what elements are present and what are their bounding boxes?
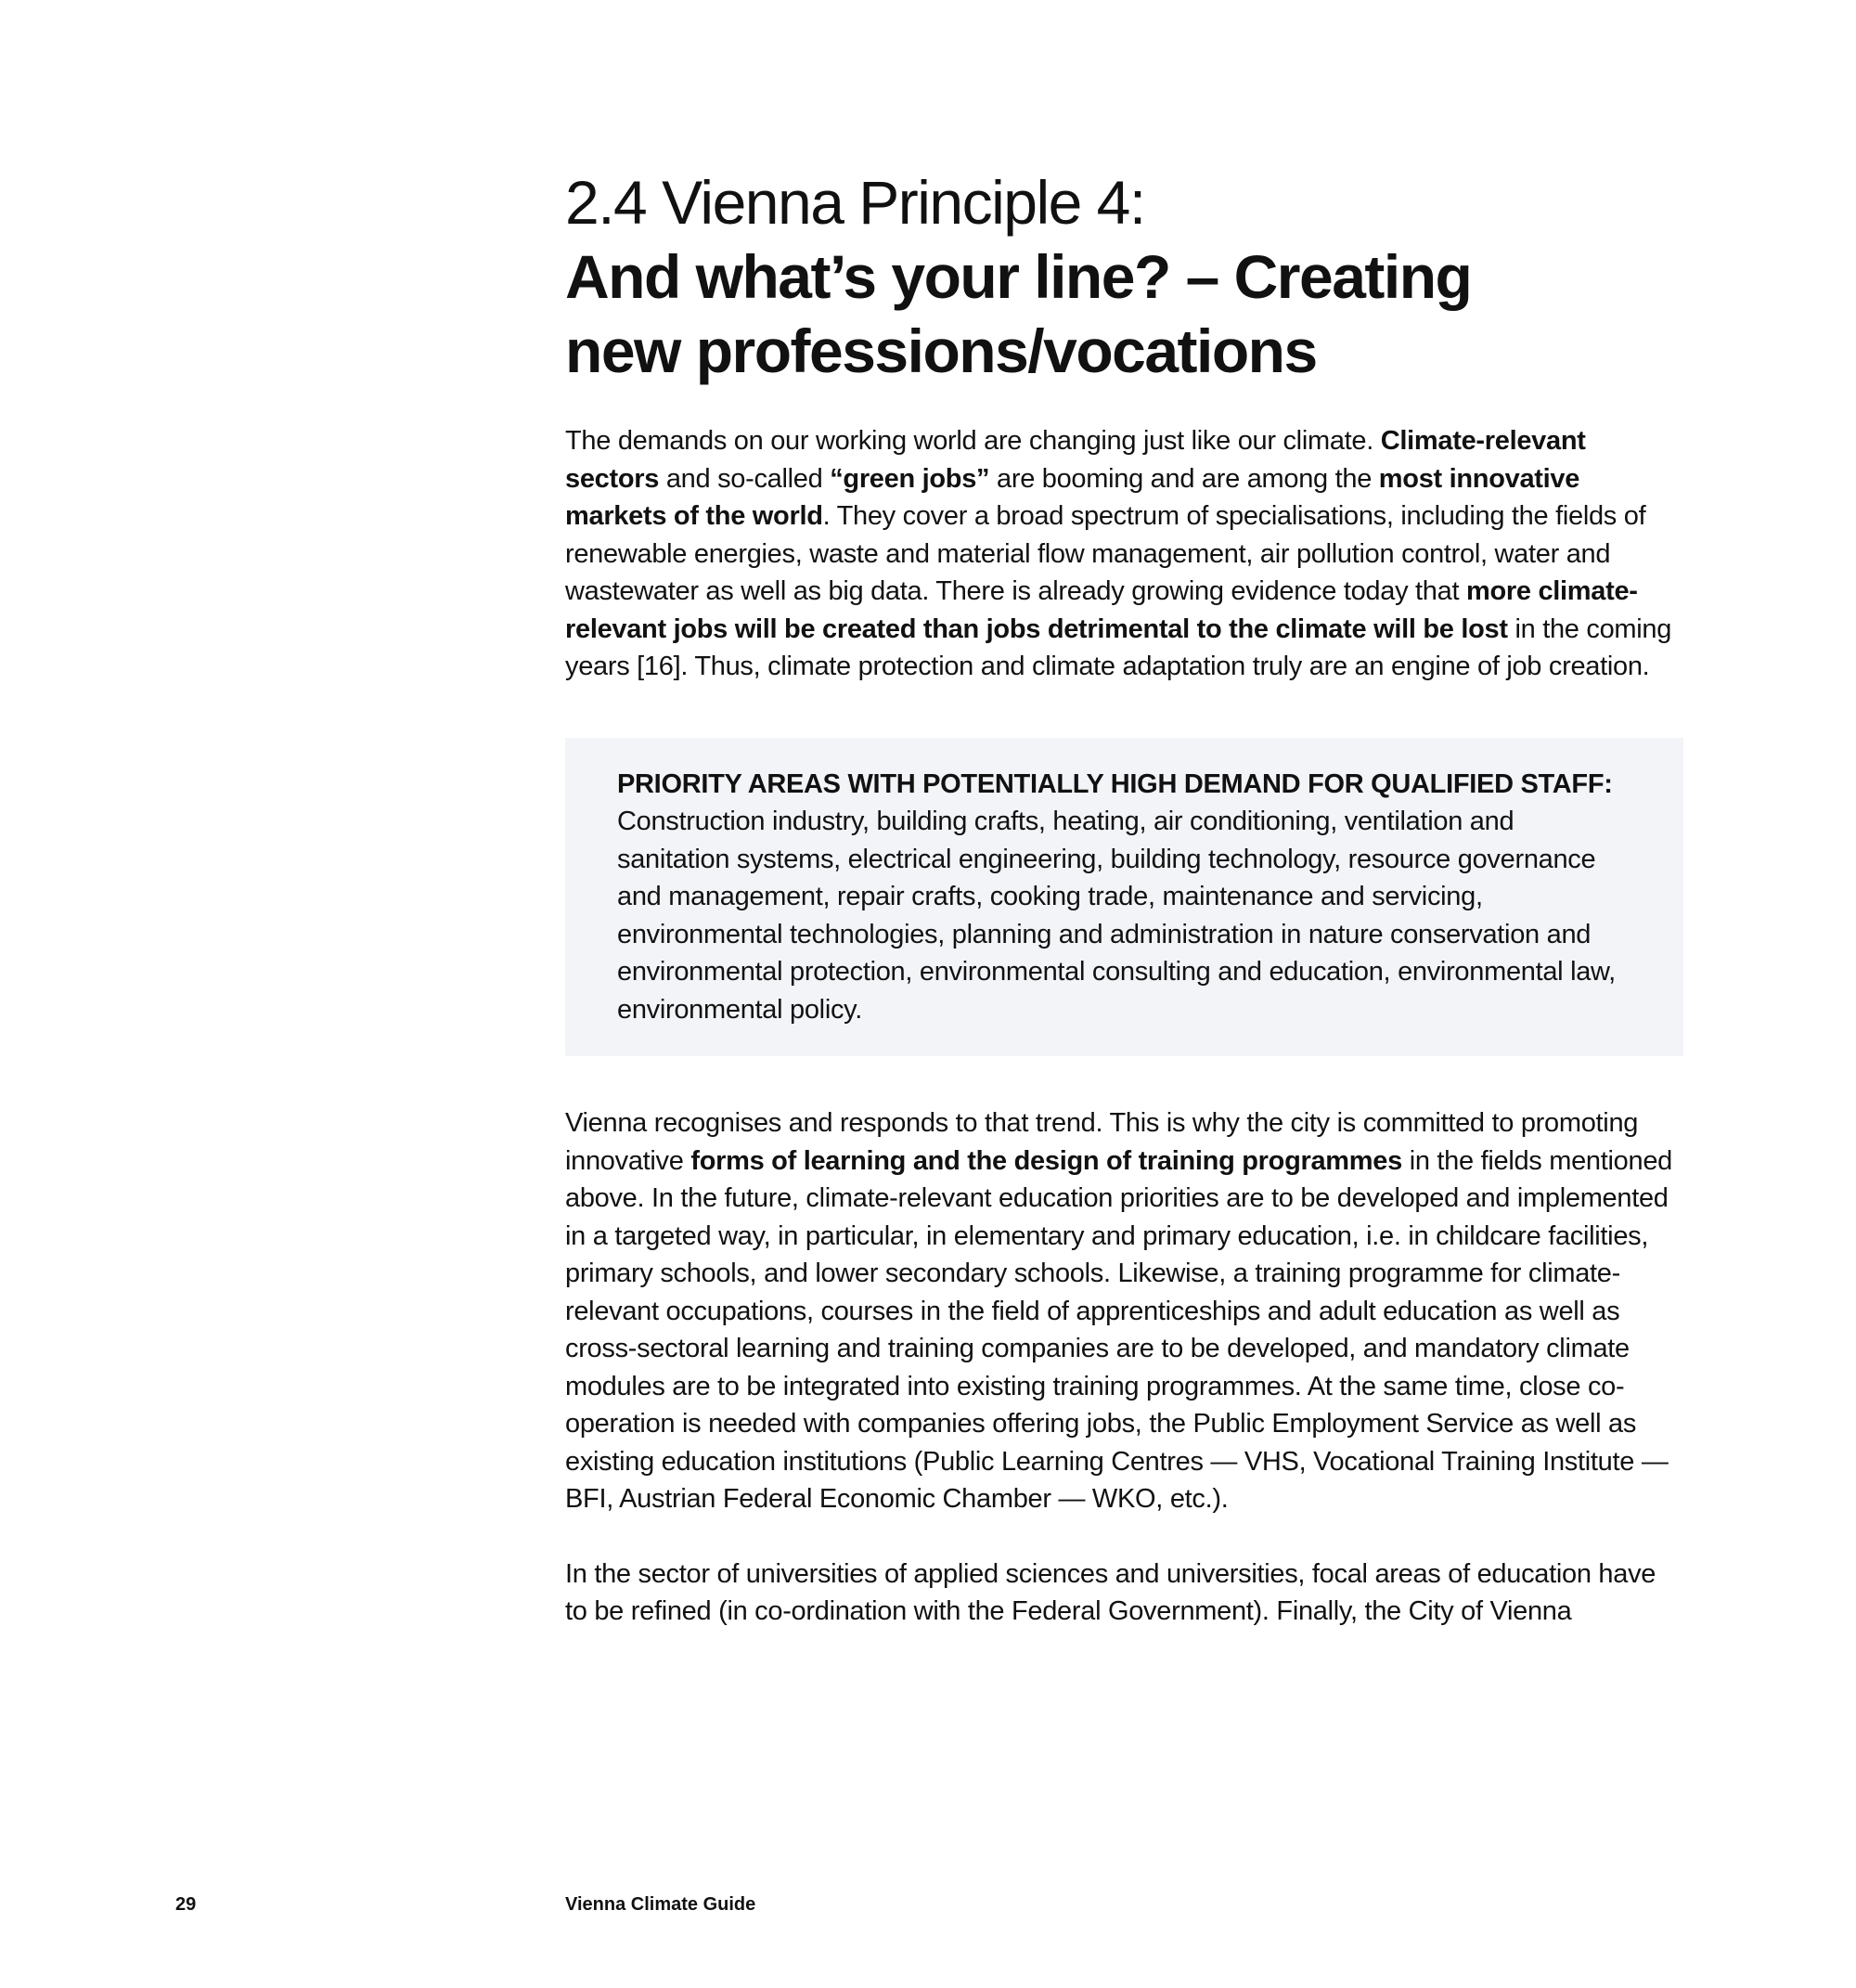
text-run: in the coming years [16]. Thus, climate protection and climate adaptation truly are an engine of job creation. — [565, 613, 1672, 681]
page-content — [565, 165, 1683, 1631]
text-run: Vienna recognises and responds to that trend. This is why the city is committed to promoting innovative — [565, 1108, 1639, 1176]
section-title-line-1: And what’s your line? – Creating — [565, 242, 1472, 311]
intro-paragraph — [565, 422, 1683, 686]
priority-areas-title: PRIORITY AREAS WITH POTENTIALLY HIGH DEMAND FOR QUALIFIED STAFF: — [617, 768, 1613, 799]
text-run: and so-called — [659, 463, 831, 494]
priority-areas-text: Construction industry, building crafts, heating, air conditioning, ventilation and sanitation systems, electrical engineering, building technology, resource governance and management, repair crafts, cooking trade, maintenance and servicing, environmental technologies, planning and administration in nature conservation and environmental protection, environmental consulting and education, environmental law, environmental policy. — [617, 807, 1616, 1025]
text-run: The demands on our working world are changing just like our climate. — [565, 426, 1381, 456]
page-number: 29 — [175, 1894, 197, 1915]
bold-run: forms of learning and the design of training programmes — [690, 1145, 1402, 1176]
bold-run: most innovative markets of the world — [565, 463, 1580, 531]
priority-areas-box — [565, 738, 1683, 1057]
bold-run: “green jobs” — [830, 463, 990, 494]
text-run: are booming and are among the — [989, 463, 1379, 494]
text-run: in the fields mentioned above. In the future, climate-relevant education priorities are to be developed and implemented in a targeted way, in particular, in elementary and primary education, i.e. in childcare facilities, primary schools, and lower secondary schools. Likewise, a training programme for climate-relevant occupations, courses in the field of apprenticeships and adult education as well as cross-sectoral learning and training companies are to be developed, and mandatory climate modules are to be integrated into existing training programmes. At the same time, close co-operation is needed with companies offering jobs, the Public Employment Service as well as existing education institutions (Public Learning Centres — VHS, Vocational Training Institute — BFI, Austrian Federal Economic Chamber — WKO, etc.). — [565, 1145, 1672, 1514]
section-heading — [565, 165, 1683, 388]
text-run: . They cover a broad spectrum of specialisations, including the fields of renewable energies, waste and material flow management, air pollution control, water and wastewater as well as big data. There is already growing evidence today that — [565, 501, 1646, 606]
bold-run: more climate-relevant jobs will be created than jobs detrimental to the climate will be lost — [565, 576, 1638, 644]
universities-paragraph: In the sector of universities of applied sciences and universities, focal areas of education have to be refined (in co-ordination with the Federal Government). Finally, the City of Vienna — [565, 1558, 1656, 1626]
section-number-line: 2.4 Vienna Principle 4: — [565, 168, 1145, 237]
bold-run: Climate-relevant sectors — [565, 426, 1586, 494]
document-name: Vienna Climate Guide — [565, 1894, 756, 1915]
section-title-line-2: new professions/vocations — [565, 316, 1317, 385]
training-paragraph — [565, 1104, 1683, 1518]
